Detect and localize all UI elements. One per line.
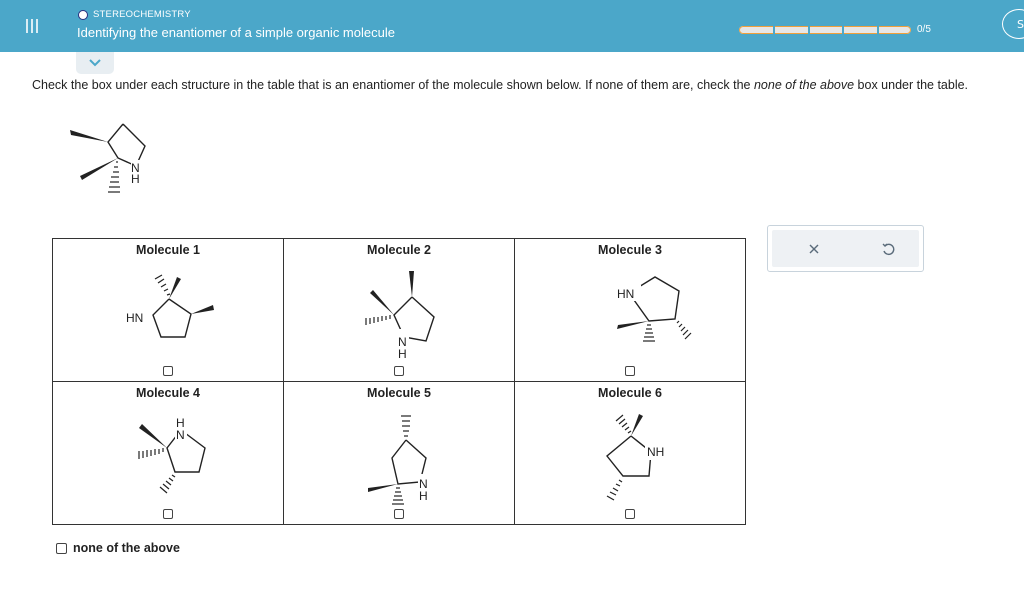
molecule-label: Molecule 6	[598, 386, 662, 400]
molecule-2-checkbox[interactable]	[394, 366, 404, 376]
atom-hn: HN	[617, 287, 635, 301]
molecule-5-checkbox[interactable]	[394, 509, 404, 519]
none-of-the-above-label: none of the above	[73, 541, 180, 555]
progress-divider	[842, 26, 844, 34]
top-bar	[0, 0, 1024, 52]
atom-n: N	[419, 477, 428, 491]
molecule-cell-2	[284, 239, 515, 382]
atom-n: N	[176, 428, 185, 442]
molecule-cell-3	[515, 239, 746, 382]
progress-divider	[808, 26, 810, 34]
collapse-button[interactable]	[76, 52, 114, 74]
question-part2: box under the table.	[854, 78, 969, 92]
topic-status-icon	[78, 10, 88, 20]
none-of-the-above-checkbox[interactable]	[56, 543, 67, 554]
atom-h: H	[398, 347, 407, 361]
question-emphasis: none of the above	[753, 78, 855, 92]
molecule-3-structure	[575, 265, 695, 365]
molecule-label: Molecule 1	[136, 243, 200, 257]
molecule-4-checkbox[interactable]	[163, 509, 173, 519]
question-text	[32, 78, 1022, 93]
molecule-cell-1	[53, 239, 284, 382]
atom-hn: HN	[126, 311, 144, 325]
undo-button[interactable]	[876, 238, 900, 260]
molecule-3-checkbox[interactable]	[625, 366, 635, 376]
progress-divider	[773, 26, 775, 34]
tools-panel	[767, 225, 924, 272]
menu-button[interactable]	[13, 11, 51, 41]
menu-icon	[24, 18, 40, 34]
molecule-2-structure	[344, 265, 464, 365]
molecule-label: Molecule 2	[367, 243, 431, 257]
topic-text: STEREOCHEMISTRY	[93, 9, 191, 20]
topic-label	[78, 9, 191, 20]
answer-table	[52, 238, 746, 525]
molecule-cell-5	[284, 382, 515, 525]
avatar[interactable]: S	[1002, 9, 1024, 39]
question-part1: Check the box under each structure in the table that is an enantiomer of the molecule shown below. If none of them are, check the	[32, 78, 754, 92]
atom-n: N	[398, 335, 407, 349]
undo-icon	[881, 242, 895, 256]
close-icon	[808, 243, 820, 255]
page-title: Identifying the enantiomer of a simple organic molecule	[77, 25, 395, 40]
atom-h: H	[131, 172, 140, 186]
atom-n: N	[131, 161, 140, 175]
atom-h: H	[176, 416, 185, 430]
molecule-cell-4	[53, 382, 284, 525]
molecule-4-structure	[113, 408, 233, 508]
molecule-6-structure	[575, 404, 705, 510]
clear-button[interactable]	[802, 238, 826, 260]
molecule-1-checkbox[interactable]	[163, 366, 173, 376]
molecule-label: Molecule 3	[598, 243, 662, 257]
atom-nh: NH	[647, 445, 665, 459]
progress-outline	[739, 26, 911, 34]
molecule-1-structure	[113, 269, 233, 359]
molecule-5-structure	[344, 404, 464, 510]
progress-bar	[739, 26, 911, 34]
molecule-label: Molecule 5	[367, 386, 431, 400]
molecule-label: Molecule 4	[136, 386, 200, 400]
atom-h: H	[419, 489, 428, 503]
molecule-cell-6	[515, 382, 746, 525]
none-of-the-above-option[interactable]	[56, 541, 180, 555]
progress-count: 0/5	[917, 24, 931, 35]
tools-panel-inner	[772, 230, 919, 267]
progress-divider	[877, 26, 879, 34]
chevron-down-icon	[88, 58, 102, 68]
molecule-6-checkbox[interactable]	[625, 509, 635, 519]
reference-molecule	[60, 118, 170, 200]
